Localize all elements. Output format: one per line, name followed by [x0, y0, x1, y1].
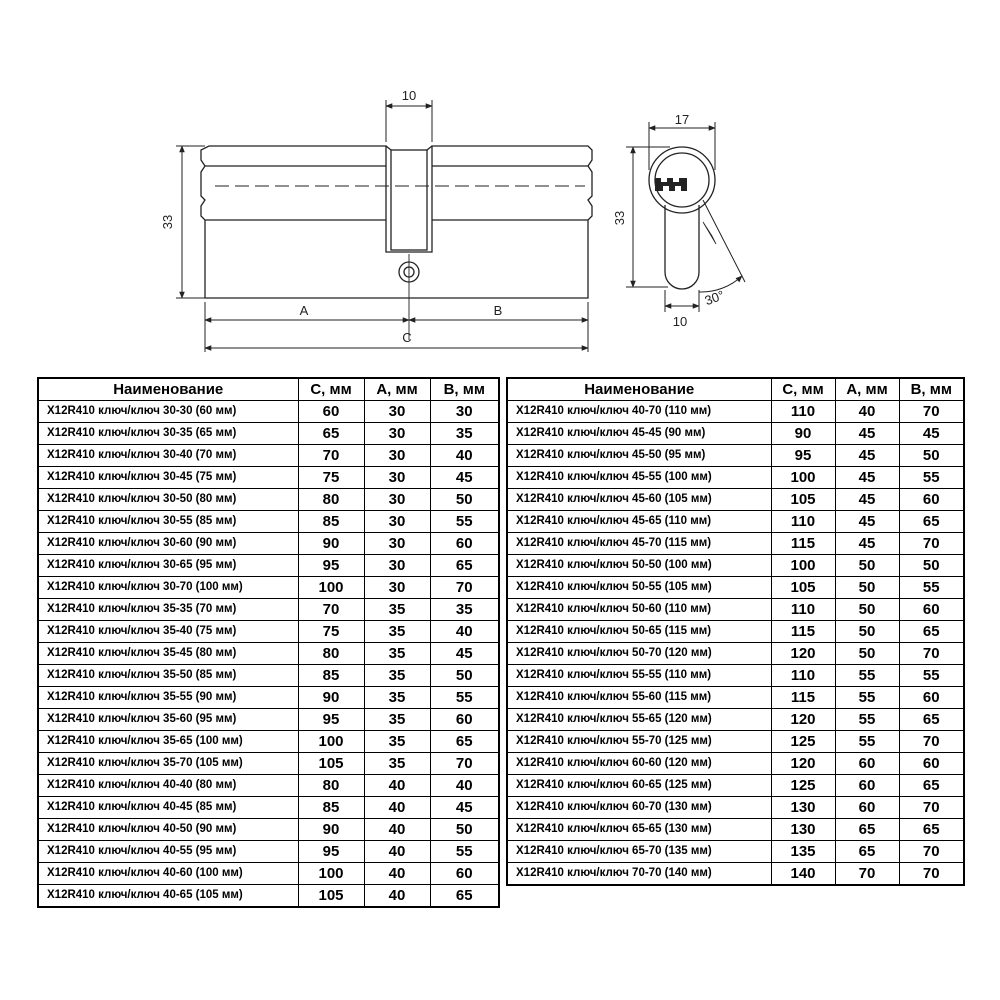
product-name: X12R410 ключ/ключ 40-45 (85 мм) — [38, 797, 298, 819]
table-row — [507, 643, 964, 665]
cam-slot — [391, 150, 427, 250]
side-view — [201, 146, 592, 340]
table-row — [507, 577, 964, 599]
a-value: 30 — [364, 489, 430, 511]
table-row — [38, 511, 499, 533]
product-name: X12R410 ключ/ключ 60-65 (125 мм) — [507, 775, 771, 797]
b-value: 65 — [899, 775, 964, 797]
a-value: 35 — [364, 709, 430, 731]
product-name: X12R410 ключ/ключ 60-60 (120 мм) — [507, 753, 771, 775]
table-row — [38, 775, 499, 797]
face-width-label: 17 — [674, 112, 690, 127]
b-value: 40 — [430, 775, 499, 797]
size-table-right — [506, 377, 965, 886]
table-row — [38, 753, 499, 775]
c-value: 105 — [298, 885, 364, 908]
product-name: X12R410 ключ/ключ 40-50 (90 мм) — [38, 819, 298, 841]
header-a: A, мм — [364, 378, 430, 401]
b-value: 55 — [899, 577, 964, 599]
table-row — [507, 599, 964, 621]
c-value: 95 — [771, 445, 835, 467]
c-label: C — [402, 330, 412, 345]
a-value: 60 — [835, 797, 899, 819]
b-value: 55 — [899, 665, 964, 687]
b-label: B — [493, 303, 503, 318]
b-value: 65 — [899, 709, 964, 731]
end-view — [649, 147, 745, 289]
product-name: X12R410 ключ/ключ 45-70 (115 мм) — [507, 533, 771, 555]
a-value: 45 — [835, 511, 899, 533]
product-name: X12R410 ключ/ключ 60-70 (130 мм) — [507, 797, 771, 819]
product-name: X12R410 ключ/ключ 65-70 (135 мм) — [507, 841, 771, 863]
table-row — [38, 797, 499, 819]
table-row — [38, 423, 499, 445]
c-value: 90 — [298, 533, 364, 555]
b-value: 70 — [899, 797, 964, 819]
table-row — [38, 819, 499, 841]
b-value: 50 — [430, 489, 499, 511]
a-value: 55 — [835, 665, 899, 687]
a-value: 30 — [364, 555, 430, 577]
c-value: 110 — [771, 401, 835, 423]
table-row — [38, 599, 499, 621]
table-row — [38, 885, 499, 908]
cam-width-label: 10 — [401, 88, 417, 103]
c-value: 95 — [298, 841, 364, 863]
table-row — [507, 555, 964, 577]
a-value: 50 — [835, 599, 899, 621]
a-value: 55 — [835, 731, 899, 753]
table-row — [38, 687, 499, 709]
a-value: 45 — [835, 489, 899, 511]
table-row — [38, 643, 499, 665]
product-name: X12R410 ключ/ключ 35-55 (90 мм) — [38, 687, 298, 709]
c-value: 115 — [771, 533, 835, 555]
table-row — [38, 489, 499, 511]
product-name: X12R410 ключ/ключ 30-65 (95 мм) — [38, 555, 298, 577]
table-row — [38, 841, 499, 863]
b-value: 65 — [899, 819, 964, 841]
b-value: 55 — [430, 687, 499, 709]
a-value: 55 — [835, 687, 899, 709]
product-name: X12R410 ключ/ключ 45-55 (100 мм) — [507, 467, 771, 489]
table-row — [38, 533, 499, 555]
a-value: 40 — [364, 775, 430, 797]
table-row — [507, 423, 964, 445]
a-value: 30 — [364, 401, 430, 423]
c-value: 120 — [771, 643, 835, 665]
b-value: 60 — [899, 599, 964, 621]
side-view-dimensions — [176, 100, 588, 352]
a-value: 50 — [835, 621, 899, 643]
table-row — [507, 401, 964, 423]
product-name: X12R410 ключ/ключ 50-55 (105 мм) — [507, 577, 771, 599]
a-value: 30 — [364, 467, 430, 489]
c-value: 105 — [771, 577, 835, 599]
a-value: 55 — [835, 709, 899, 731]
b-value: 60 — [430, 709, 499, 731]
table-row — [38, 555, 499, 577]
table-row — [507, 621, 964, 643]
a-value: 40 — [364, 797, 430, 819]
product-name: X12R410 ключ/ключ 65-65 (130 мм) — [507, 819, 771, 841]
table-row — [38, 731, 499, 753]
b-value: 70 — [899, 401, 964, 423]
product-name: X12R410 ключ/ключ 30-30 (60 мм) — [38, 401, 298, 423]
product-name: X12R410 ключ/ключ 55-70 (125 мм) — [507, 731, 771, 753]
product-name: X12R410 ключ/ключ 35-70 (105 мм) — [38, 753, 298, 775]
table-row — [507, 731, 964, 753]
product-name: X12R410 ключ/ключ 50-60 (110 мм) — [507, 599, 771, 621]
table-header-row — [38, 378, 499, 401]
a-value: 30 — [364, 533, 430, 555]
c-value: 125 — [771, 775, 835, 797]
table-row — [507, 819, 964, 841]
a-value: 45 — [835, 533, 899, 555]
product-name: X12R410 ключ/ключ 50-50 (100 мм) — [507, 555, 771, 577]
header-c: C, мм — [771, 378, 835, 401]
a-value: 50 — [835, 577, 899, 599]
c-value: 120 — [771, 709, 835, 731]
c-value: 100 — [298, 577, 364, 599]
a-label: A — [299, 303, 309, 318]
table-row — [38, 467, 499, 489]
a-value: 35 — [364, 621, 430, 643]
c-value: 135 — [771, 841, 835, 863]
a-value: 50 — [835, 643, 899, 665]
c-value: 140 — [771, 863, 835, 886]
table-header-row — [507, 378, 964, 401]
product-name: X12R410 ключ/ключ 35-60 (95 мм) — [38, 709, 298, 731]
header-b: B, мм — [430, 378, 499, 401]
b-value: 60 — [430, 863, 499, 885]
c-value: 100 — [298, 731, 364, 753]
b-value: 45 — [430, 467, 499, 489]
a-value: 35 — [364, 753, 430, 775]
side-view-labels — [160, 88, 502, 345]
c-value: 70 — [298, 445, 364, 467]
cylinder-technical-drawing — [0, 0, 1000, 370]
a-value: 40 — [364, 819, 430, 841]
a-value: 30 — [364, 423, 430, 445]
product-name: X12R410 ключ/ключ 70-70 (140 мм) — [507, 863, 771, 886]
c-value: 125 — [771, 731, 835, 753]
product-name: X12R410 ключ/ключ 35-50 (85 мм) — [38, 665, 298, 687]
c-value: 120 — [771, 753, 835, 775]
b-value: 65 — [430, 885, 499, 908]
b-value: 55 — [430, 841, 499, 863]
c-value: 95 — [298, 709, 364, 731]
product-name: X12R410 ключ/ключ 35-35 (70 мм) — [38, 599, 298, 621]
c-value: 85 — [298, 797, 364, 819]
product-name: X12R410 ключ/ключ 35-65 (100 мм) — [38, 731, 298, 753]
b-value: 55 — [899, 467, 964, 489]
c-value: 100 — [298, 863, 364, 885]
c-value: 110 — [771, 511, 835, 533]
product-name: X12R410 ключ/ключ 40-70 (110 мм) — [507, 401, 771, 423]
product-name: X12R410 ключ/ключ 30-45 (75 мм) — [38, 467, 298, 489]
header-name: Наименование — [38, 378, 298, 401]
b-value: 50 — [899, 555, 964, 577]
b-value: 70 — [899, 643, 964, 665]
c-value: 75 — [298, 467, 364, 489]
a-value: 45 — [835, 423, 899, 445]
product-name: X12R410 ключ/ключ 55-65 (120 мм) — [507, 709, 771, 731]
b-value: 35 — [430, 599, 499, 621]
b-value: 65 — [430, 731, 499, 753]
b-value: 65 — [430, 555, 499, 577]
c-value: 85 — [298, 511, 364, 533]
c-value: 105 — [298, 753, 364, 775]
height-label: 33 — [160, 214, 175, 230]
product-name: X12R410 ключ/ключ 30-70 (100 мм) — [38, 577, 298, 599]
end-view-dimensions — [626, 122, 742, 312]
c-value: 90 — [298, 687, 364, 709]
b-value: 50 — [899, 445, 964, 467]
b-value: 45 — [430, 797, 499, 819]
b-value: 55 — [430, 511, 499, 533]
product-name: X12R410 ключ/ключ 30-35 (65 мм) — [38, 423, 298, 445]
b-value: 60 — [899, 687, 964, 709]
product-name: X12R410 ключ/ключ 45-50 (95 мм) — [507, 445, 771, 467]
keyway-icon — [655, 178, 687, 191]
product-name: X12R410 ключ/ключ 45-60 (105 мм) — [507, 489, 771, 511]
table-row — [38, 401, 499, 423]
a-value: 70 — [835, 863, 899, 886]
c-value: 95 — [298, 555, 364, 577]
table-row — [507, 511, 964, 533]
b-value: 60 — [899, 489, 964, 511]
b-value: 35 — [430, 423, 499, 445]
table-row — [507, 665, 964, 687]
a-value: 35 — [364, 643, 430, 665]
c-value: 70 — [298, 599, 364, 621]
face-height-label: 33 — [612, 210, 627, 226]
table-row — [507, 797, 964, 819]
product-name: X12R410 ключ/ключ 40-60 (100 мм) — [38, 863, 298, 885]
cylinder-body-outline — [201, 146, 592, 298]
product-name: X12R410 ключ/ключ 55-55 (110 мм) — [507, 665, 771, 687]
c-value: 75 — [298, 621, 364, 643]
c-value: 90 — [298, 819, 364, 841]
b-value: 60 — [899, 753, 964, 775]
a-value: 65 — [835, 841, 899, 863]
end-cam-width-label: 10 — [672, 314, 688, 329]
a-value: 40 — [364, 885, 430, 908]
a-value: 40 — [835, 401, 899, 423]
a-value: 35 — [364, 687, 430, 709]
a-value: 45 — [835, 467, 899, 489]
b-value: 45 — [430, 643, 499, 665]
table-row — [507, 863, 964, 886]
product-name: X12R410 ключ/ключ 45-65 (110 мм) — [507, 511, 771, 533]
b-value: 50 — [430, 665, 499, 687]
table-row — [507, 709, 964, 731]
header-c: C, мм — [298, 378, 364, 401]
product-name: X12R410 ключ/ключ 50-65 (115 мм) — [507, 621, 771, 643]
angle-label: 30° — [702, 287, 727, 309]
table-row — [38, 665, 499, 687]
b-value: 70 — [430, 753, 499, 775]
table-row — [507, 467, 964, 489]
product-name: X12R410 ключ/ключ 30-40 (70 мм) — [38, 445, 298, 467]
product-name: X12R410 ключ/ключ 30-55 (85 мм) — [38, 511, 298, 533]
product-name: X12R410 ключ/ключ 50-70 (120 мм) — [507, 643, 771, 665]
b-value: 70 — [899, 731, 964, 753]
table-row — [38, 577, 499, 599]
table-row — [507, 489, 964, 511]
c-value: 110 — [771, 665, 835, 687]
product-name: X12R410 ключ/ключ 55-60 (115 мм) — [507, 687, 771, 709]
c-value: 90 — [771, 423, 835, 445]
c-value: 105 — [771, 489, 835, 511]
a-value: 35 — [364, 665, 430, 687]
b-value: 65 — [899, 511, 964, 533]
table-row — [507, 841, 964, 863]
header-b: B, мм — [899, 378, 964, 401]
size-table-left — [37, 377, 500, 908]
table-row — [507, 753, 964, 775]
c-value: 85 — [298, 665, 364, 687]
b-value: 60 — [430, 533, 499, 555]
table-row — [507, 445, 964, 467]
end-view-labels — [612, 112, 726, 329]
c-value: 115 — [771, 687, 835, 709]
a-value: 30 — [364, 577, 430, 599]
a-value: 60 — [835, 775, 899, 797]
c-value: 110 — [771, 599, 835, 621]
b-value: 70 — [899, 863, 964, 886]
b-value: 50 — [430, 819, 499, 841]
b-value: 45 — [899, 423, 964, 445]
a-value: 35 — [364, 731, 430, 753]
c-value: 100 — [771, 555, 835, 577]
product-name: X12R410 ключ/ключ 45-45 (90 мм) — [507, 423, 771, 445]
header-name: Наименование — [507, 378, 771, 401]
product-name: X12R410 ключ/ключ 40-55 (95 мм) — [38, 841, 298, 863]
product-name: X12R410 ключ/ключ 30-50 (80 мм) — [38, 489, 298, 511]
table-row — [507, 533, 964, 555]
table-row — [38, 445, 499, 467]
product-name: X12R410 ключ/ключ 40-65 (105 мм) — [38, 885, 298, 908]
b-value: 40 — [430, 445, 499, 467]
c-value: 130 — [771, 797, 835, 819]
a-value: 45 — [835, 445, 899, 467]
a-value: 30 — [364, 445, 430, 467]
b-value: 40 — [430, 621, 499, 643]
c-value: 80 — [298, 775, 364, 797]
product-name: X12R410 ключ/ключ 35-45 (80 мм) — [38, 643, 298, 665]
table-row — [507, 687, 964, 709]
a-value: 35 — [364, 599, 430, 621]
a-value: 40 — [364, 841, 430, 863]
c-value: 100 — [771, 467, 835, 489]
a-value: 40 — [364, 863, 430, 885]
c-value: 80 — [298, 489, 364, 511]
c-value: 130 — [771, 819, 835, 841]
b-value: 70 — [899, 533, 964, 555]
b-value: 70 — [430, 577, 499, 599]
a-value: 65 — [835, 819, 899, 841]
c-value: 115 — [771, 621, 835, 643]
a-value: 30 — [364, 511, 430, 533]
product-name: X12R410 ключ/ключ 35-40 (75 мм) — [38, 621, 298, 643]
b-value: 65 — [899, 621, 964, 643]
table-row — [38, 863, 499, 885]
product-name: X12R410 ключ/ключ 30-60 (90 мм) — [38, 533, 298, 555]
table-row — [507, 775, 964, 797]
b-value: 70 — [899, 841, 964, 863]
c-value: 80 — [298, 643, 364, 665]
table-row — [38, 621, 499, 643]
a-value: 60 — [835, 753, 899, 775]
c-value: 65 — [298, 423, 364, 445]
table-row — [38, 709, 499, 731]
b-value: 30 — [430, 401, 499, 423]
product-name: X12R410 ключ/ключ 40-40 (80 мм) — [38, 775, 298, 797]
c-value: 60 — [298, 401, 364, 423]
a-value: 50 — [835, 555, 899, 577]
header-a: A, мм — [835, 378, 899, 401]
